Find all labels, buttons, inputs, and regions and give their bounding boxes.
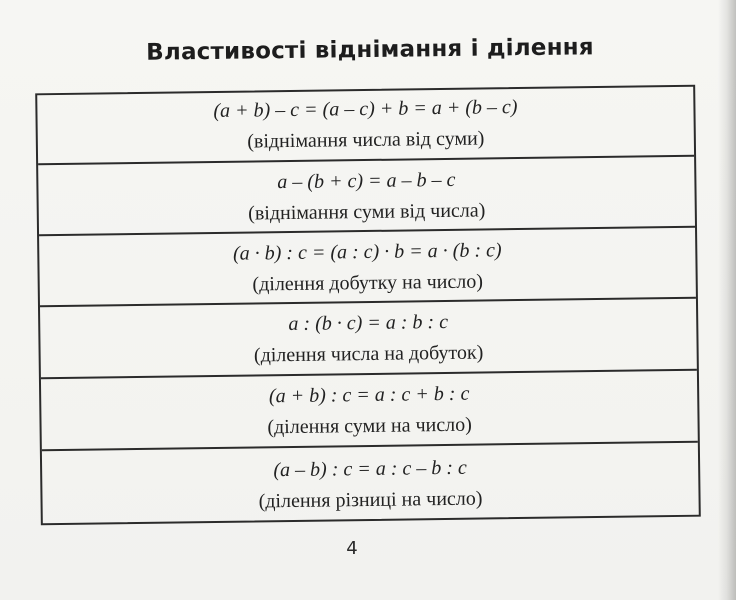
- caption-text: (ділення добутку на число): [252, 270, 484, 296]
- table-row: [40, 299, 697, 380]
- table-row: [37, 87, 694, 166]
- caption-text: (ділення числа на добуток): [253, 341, 484, 367]
- caption-text: (ділення суми на число): [267, 413, 472, 439]
- caption-text: (віднімання суми від числа): [248, 199, 486, 225]
- formula-text: (a – b) : c = a : c – b : c: [273, 456, 468, 482]
- table-row: [42, 443, 699, 528]
- formula-text: a : (b · c) = a : b : c: [288, 310, 449, 336]
- caption-text: (ділення різниці на число): [258, 487, 483, 513]
- table-row: [41, 371, 698, 452]
- formula-text: (a + b) – c = (a – c) + b = a + (b – c): [213, 96, 518, 123]
- table-row: [39, 228, 696, 308]
- page-edge-shadow: [718, 0, 736, 600]
- page-title: Властивості віднімання і ділення: [146, 34, 594, 66]
- formula-text: a – (b + c) = a – b – c: [277, 168, 456, 194]
- formula-text: (a · b) : c = (a : c) · b = a · (b : c): [232, 239, 502, 265]
- table-row: [38, 157, 695, 237]
- caption-text: (віднімання числа від суми): [247, 127, 485, 153]
- formula-text: (a + b) : c = a : c + b : c: [268, 382, 470, 408]
- properties-table: [35, 85, 701, 526]
- page-number: 4: [346, 538, 358, 559]
